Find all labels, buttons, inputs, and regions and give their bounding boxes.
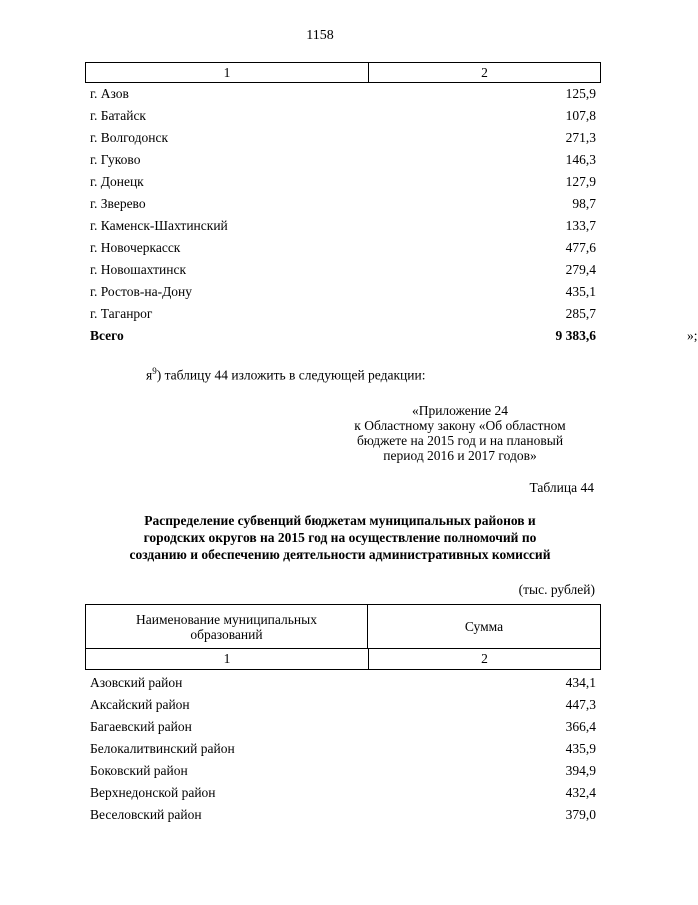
- table-row: [85, 171, 601, 193]
- row-name: г. Азов: [90, 86, 129, 101]
- row-name: г. Зверево: [90, 196, 146, 211]
- title-line-2: городских округов на 2015 год на осуществление полномочий по: [143, 530, 537, 545]
- total-value: 9 383,6: [555, 328, 596, 343]
- row-value: 107,8: [565, 108, 596, 123]
- total-label: Всего: [90, 328, 124, 343]
- row-value: 98,7: [572, 196, 596, 211]
- title-line-1: Распределение субвенций бюджетам муниципальных районов и: [144, 513, 536, 528]
- table-row: [85, 83, 601, 105]
- table-2-header-sum: Сумма: [464, 618, 504, 634]
- row-value: 432,4: [565, 785, 596, 800]
- row-value: 279,4: [565, 262, 596, 277]
- row-value: 379,0: [565, 807, 596, 822]
- row-name: г. Донецк: [90, 174, 144, 189]
- table-1: [85, 62, 698, 347]
- row-name: Боковский район: [90, 763, 188, 778]
- table-row: [85, 149, 601, 171]
- instruction-text: ) таблицу 44 изложить в следующей редакции:: [156, 367, 426, 383]
- row-name: г. Гуково: [90, 152, 141, 167]
- table-row: [85, 281, 601, 303]
- row-value: 127,9: [565, 174, 596, 189]
- table-row: [85, 259, 601, 281]
- row-value: 366,4: [565, 719, 596, 734]
- title-line-3: созданию и обеспечению деятельности административных комиссий: [129, 547, 551, 562]
- row-value: 271,3: [565, 130, 596, 145]
- table-row: [85, 303, 601, 325]
- row-name: г. Волгодонск: [90, 130, 169, 145]
- row-name: Верхнедонской район: [90, 785, 216, 800]
- row-name: г. Таганрог: [90, 306, 153, 321]
- table-1-header-col-2: 2: [481, 65, 488, 80]
- table-row: [85, 760, 601, 782]
- amendment-instruction: [146, 366, 425, 384]
- table-2-number-col-1: 1: [86, 649, 369, 669]
- row-value: 146,3: [565, 152, 596, 167]
- table-row: [85, 716, 601, 738]
- table-row: [85, 105, 601, 127]
- table-2-body: [85, 672, 601, 826]
- closing-quote: »;: [687, 328, 698, 343]
- table-1-total-row: [85, 325, 698, 347]
- row-name: г. Новочеркасск: [90, 240, 181, 255]
- row-value: 434,1: [565, 675, 596, 690]
- row-name: г. Ростов-на-Дону: [90, 284, 193, 299]
- table-row: [85, 193, 601, 215]
- table-row: [85, 215, 601, 237]
- row-name: Азовский район: [90, 675, 183, 690]
- row-name: г. Батайск: [90, 108, 146, 123]
- table-2-number-row: [85, 649, 601, 670]
- table-2: [85, 604, 601, 826]
- table-row: [85, 738, 601, 760]
- table-1-body: [85, 83, 601, 325]
- table-row: [85, 237, 601, 259]
- row-value: 447,3: [565, 697, 596, 712]
- table-title: [90, 512, 590, 563]
- row-value: 435,9: [565, 741, 596, 756]
- appendix-reference: [330, 403, 590, 463]
- appendix-line-1: «Приложение 24: [411, 403, 509, 418]
- appendix-line-3: бюджете на 2015 год и на плановый: [356, 433, 564, 448]
- table-row: [85, 804, 601, 826]
- instruction-superscript: 9: [152, 366, 157, 376]
- row-value: 133,7: [565, 218, 596, 233]
- table-row: [85, 672, 601, 694]
- row-name: Аксайский район: [90, 697, 190, 712]
- row-value: 125,9: [565, 86, 596, 101]
- row-name: Веселовский район: [90, 807, 202, 822]
- row-name: Белокалитвинский район: [90, 741, 235, 756]
- table-row: [85, 694, 601, 716]
- table-1-header-col-1: 1: [86, 63, 369, 82]
- row-value: 477,6: [565, 240, 596, 255]
- units-note: (тыс. рублей): [518, 582, 595, 597]
- table-1-header: [85, 62, 601, 83]
- table-row: [85, 782, 601, 804]
- row-value: 394,9: [565, 763, 596, 778]
- appendix-line-2: к Областному закону «Об областном: [354, 418, 566, 433]
- table-label: Таблица 44: [529, 480, 594, 495]
- table-2-number-col-2: 2: [481, 651, 488, 666]
- row-name: г. Новошахтинск: [90, 262, 186, 277]
- row-value: 435,1: [565, 284, 596, 299]
- table-row: [85, 127, 601, 149]
- table-2-header-name: Наименование муниципальных образований: [86, 605, 368, 648]
- table-2-header: [85, 604, 601, 649]
- instruction-prefix: я: [146, 367, 153, 383]
- appendix-line-4: период 2016 и 2017 годов»: [383, 448, 537, 463]
- page-number: 1158: [306, 28, 334, 43]
- row-name: г. Каменск-Шахтинский: [90, 218, 228, 233]
- row-value: 285,7: [565, 306, 596, 321]
- row-name: Багаевский район: [90, 719, 192, 734]
